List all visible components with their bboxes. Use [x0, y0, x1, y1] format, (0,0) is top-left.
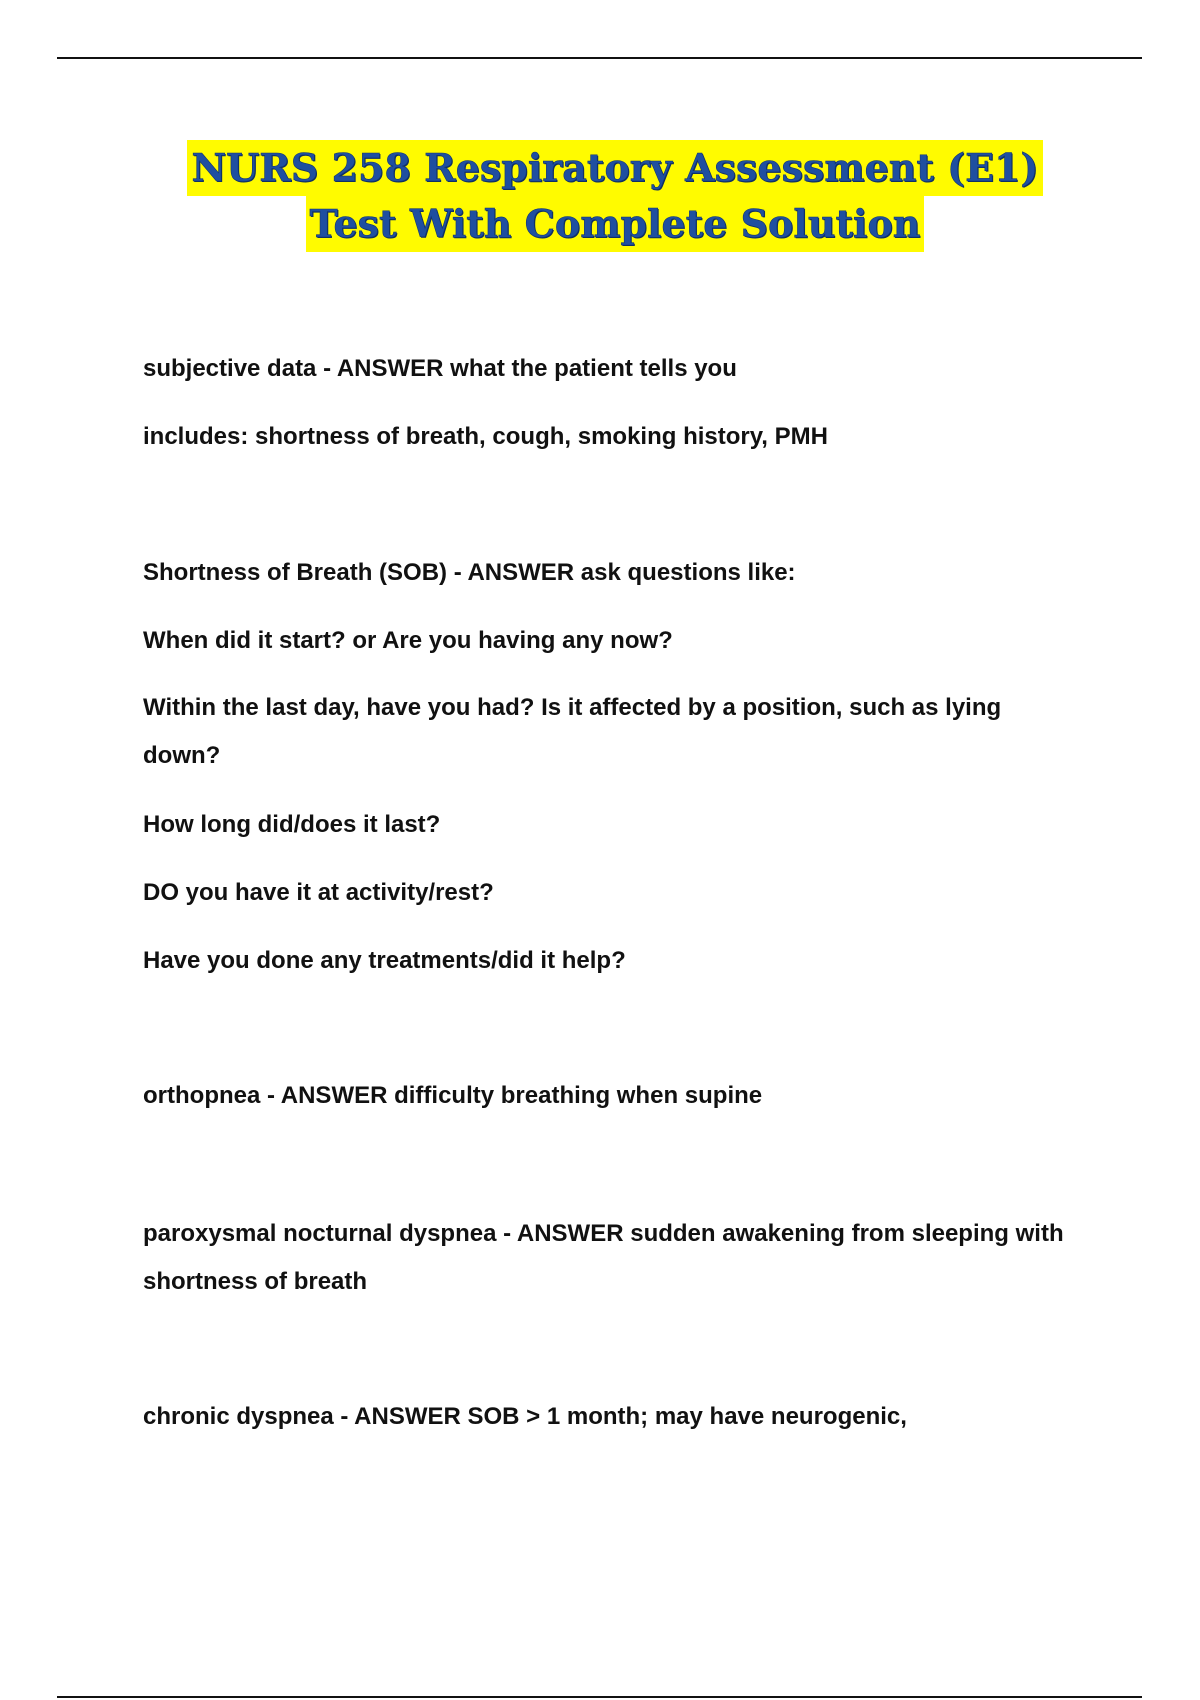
entry-activity-rest — [143, 869, 1083, 917]
entry-subjective-data — [143, 345, 1083, 393]
title-line-2: Test With Complete Solution — [306, 196, 925, 252]
entry-text: Within the last day, have you had? Is it affected by a position, such as lying down? — [143, 694, 1002, 769]
top-rule — [57, 57, 1142, 59]
entry-within-last-day — [143, 684, 1083, 780]
bottom-rule — [57, 1696, 1142, 1698]
entry-text: subjective data - ANSWER what the patient tells you — [143, 355, 737, 382]
entry-text: Shortness of Breath (SOB) - ANSWER ask questions like: — [143, 559, 796, 586]
entry-text: paroxysmal nocturnal dyspnea - ANSWER sudden awakening from sleeping with shortness of breath — [143, 1220, 1064, 1295]
entry-text: When did it start? or Are you having any now? — [143, 627, 673, 654]
entry-how-long — [143, 801, 1083, 849]
entry-chronic-dyspnea — [143, 1393, 1083, 1441]
entry-text: How long did/does it last? — [143, 811, 441, 838]
entry-text: orthopnea - ANSWER difficulty breathing when supine — [143, 1082, 763, 1109]
title-line-1: NURS 258 Respiratory Assessment (E1) — [187, 140, 1042, 196]
entry-when-did-it-start — [143, 617, 1083, 665]
entry-text: DO you have it at activity/rest? — [143, 879, 494, 906]
document-title — [60, 140, 1170, 252]
entry-orthopnea — [143, 1072, 1083, 1120]
entry-paroxysmal-nocturnal-dyspnea — [143, 1210, 1083, 1306]
entry-includes — [143, 413, 1083, 461]
entry-text: Have you done any treatments/did it help? — [143, 947, 626, 974]
entry-text: chronic dyspnea - ANSWER SOB > 1 month; may have neurogenic, — [143, 1403, 907, 1430]
entry-text: includes: shortness of breath, cough, smoking history, PMH — [143, 423, 828, 450]
entry-shortness-of-breath — [143, 549, 1083, 597]
entry-treatments — [143, 937, 1083, 985]
